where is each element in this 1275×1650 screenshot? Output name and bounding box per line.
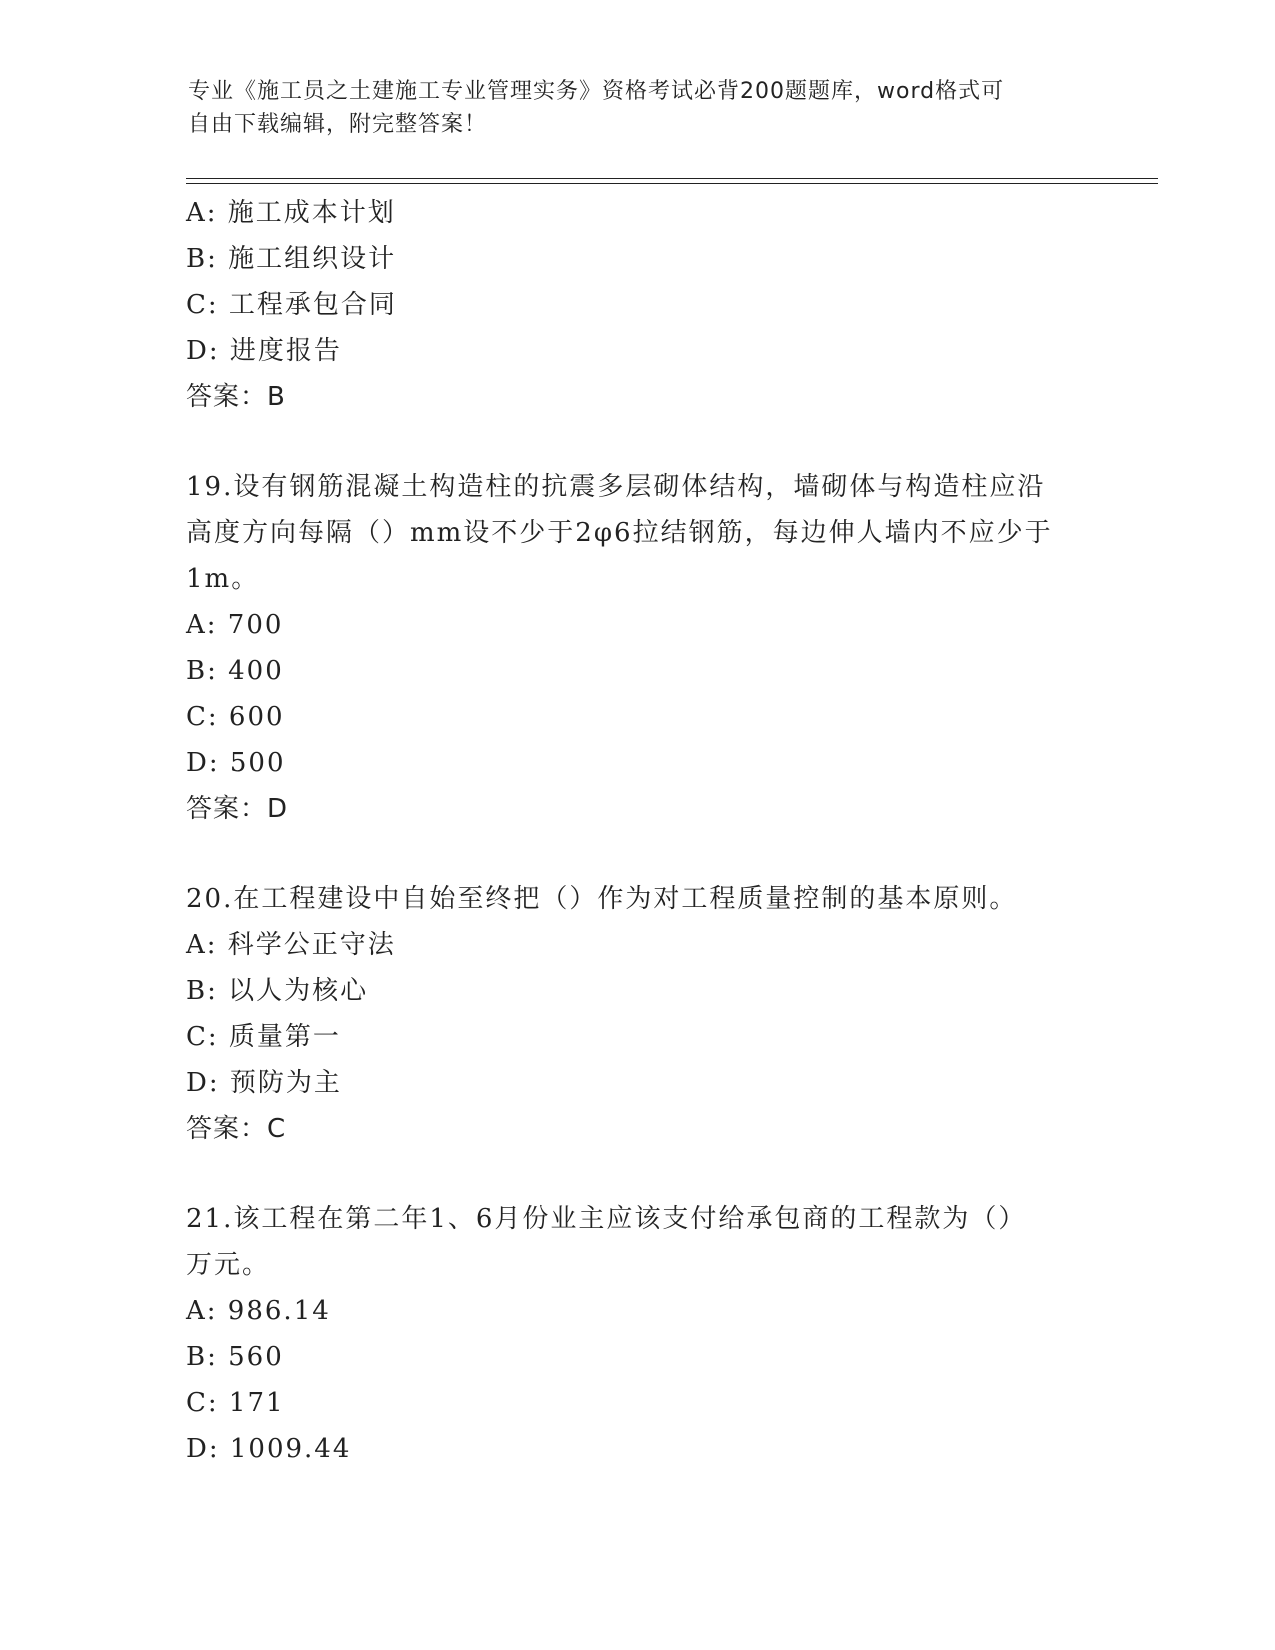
option-c: C: 600	[186, 702, 285, 732]
header-rule-bottom	[186, 183, 1158, 184]
option-b: B: 400	[186, 656, 284, 686]
question-stem-line: 19.设有钢筋混凝土构造柱的抗震多层砌体结构，墙砌体与构造柱应沿	[186, 472, 1046, 502]
question-stem-line: 20.在工程建设中自始至终把（）作为对工程质量控制的基本原则。	[186, 884, 1018, 914]
option-c: C: 工程承包合同	[186, 290, 397, 320]
header-rule-top	[186, 178, 1158, 179]
option-c: C: 质量第一	[186, 1022, 341, 1052]
header-line-2: 自由下载编辑，附完整答案！	[188, 112, 488, 137]
question-stem-line: 1m。	[186, 564, 260, 594]
option-c: C: 171	[186, 1388, 285, 1418]
question-stem-line: 高度方向每隔（）mm设不少于2φ6拉结钢筋，每边伸人墙内不应少于	[186, 518, 1053, 548]
option-b: B: 560	[186, 1342, 284, 1372]
question-stem-line: 万元。	[186, 1250, 271, 1280]
answer-line: 答案：B	[186, 382, 286, 412]
option-d: D: 1009.44	[186, 1434, 352, 1464]
document-header	[188, 75, 1088, 141]
header-line-1: 专业《施工员之土建施工专业管理实务》资格考试必背200题题库，word格式可	[188, 79, 1005, 104]
question-20-block	[186, 876, 1146, 1152]
option-a: A: 700	[186, 610, 284, 640]
option-a: A: 施工成本计划	[186, 198, 396, 228]
option-a: A: 986.14	[186, 1296, 331, 1326]
question-19-block	[186, 464, 1146, 832]
option-b: B: 以人为核心	[186, 976, 369, 1006]
question-stem-line: 21.该工程在第二年1、6月份业主应该支付给承包商的工程款为（）	[186, 1204, 1027, 1234]
option-d: D: 进度报告	[186, 336, 342, 366]
option-d: D: 预防为主	[186, 1068, 342, 1098]
answer-line: 答案：D	[186, 794, 289, 824]
answer-line: 答案：C	[186, 1114, 287, 1144]
option-b: B: 施工组织设计	[186, 244, 397, 274]
question-21-block	[186, 1196, 1146, 1472]
prev-question-block	[186, 190, 1146, 420]
option-a: A: 科学公正守法	[186, 930, 396, 960]
option-d: D: 500	[186, 748, 286, 778]
document-content	[186, 190, 1146, 1472]
